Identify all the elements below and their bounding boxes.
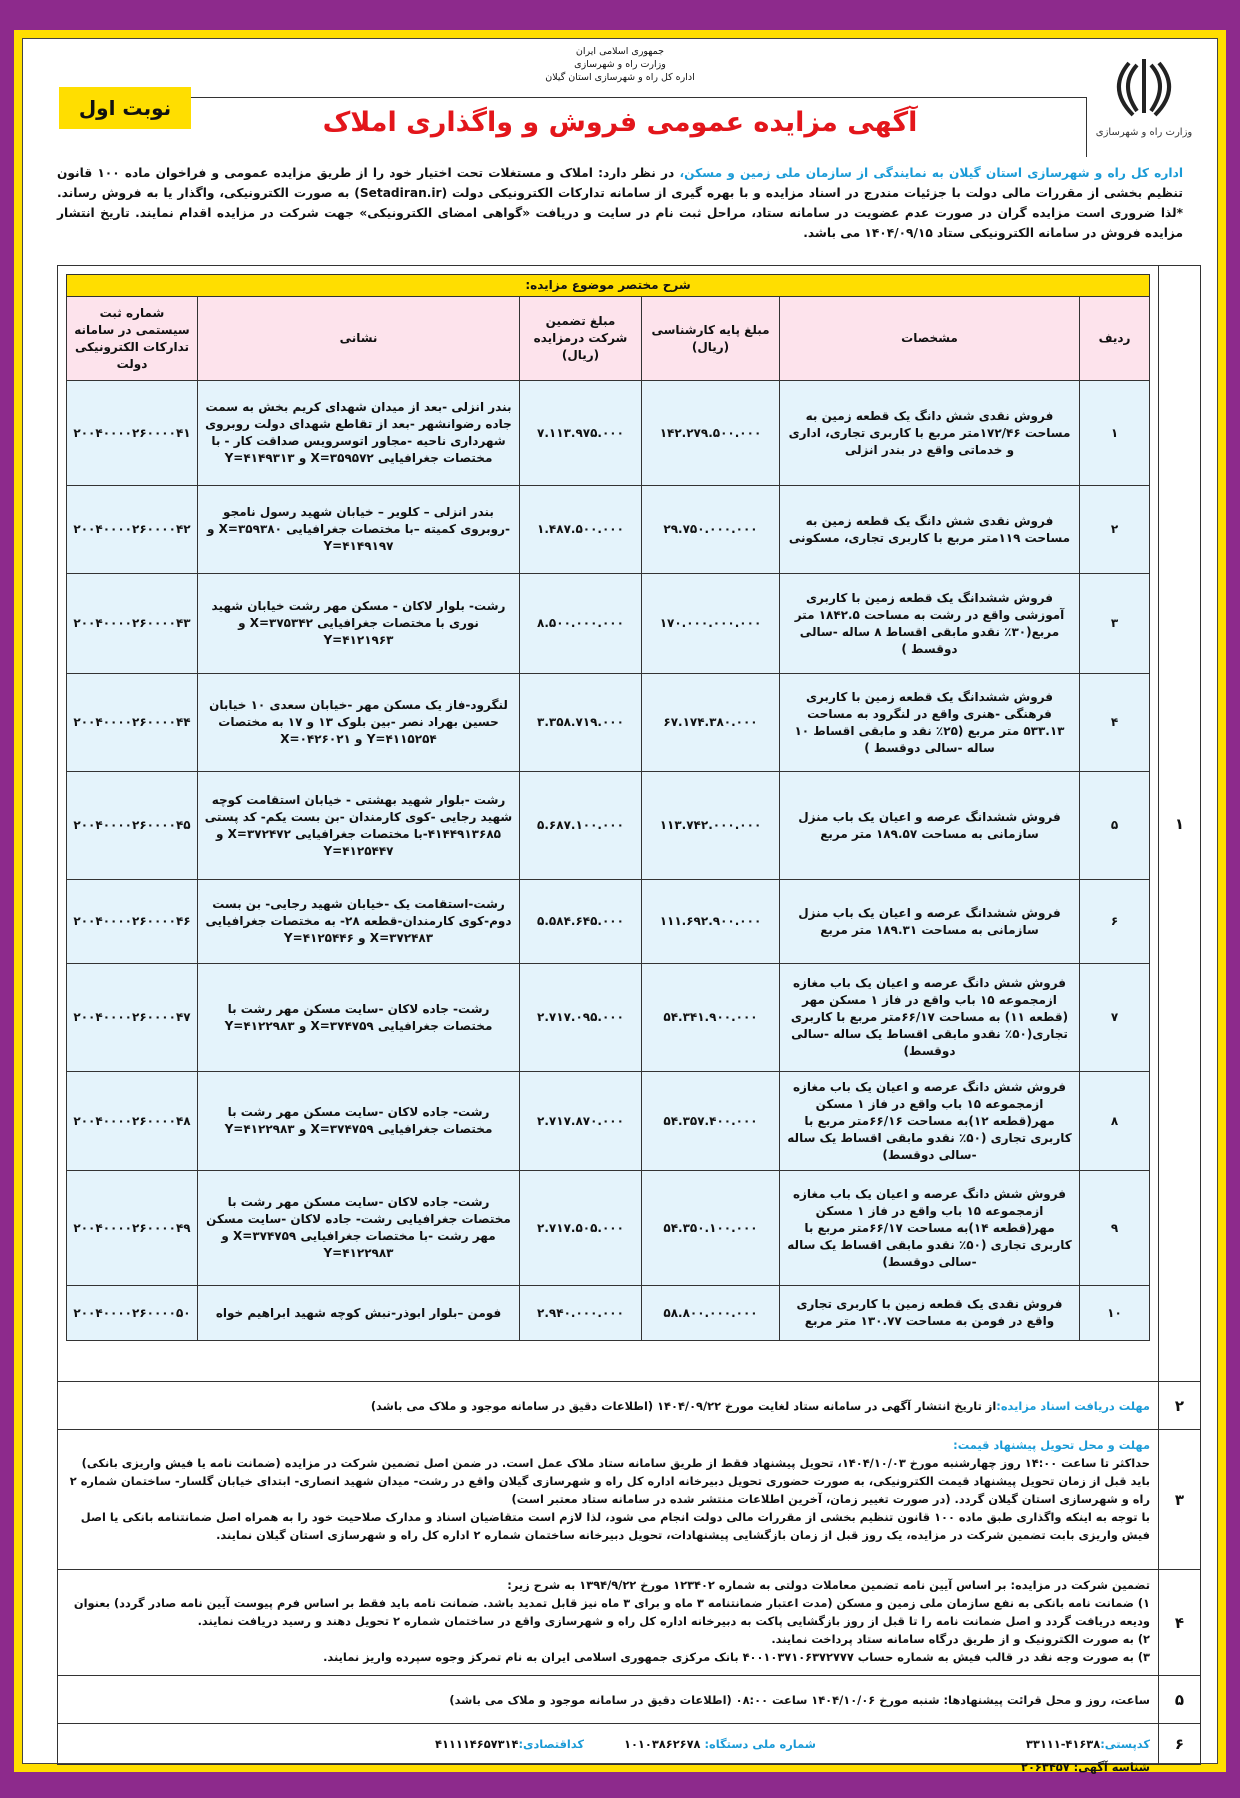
specs-cell: فروش شش دانگ عرصه و اعیان یک باب مغازه ازمجموعه ۱۵ باب واقع در فاز ۱ مسکن مهر(قطعه ۱۴)به مساحت ۶۶/۱۷متر مربع با کاربری تجاری (۵۰٪ نقدو مابقی اقساط یک ساله -سالی دوقسط) — [780, 1171, 1080, 1286]
section-3 — [57, 1429, 1201, 1569]
section-number: ۵ — [1158, 1676, 1200, 1723]
table-row — [67, 1072, 1150, 1171]
opening-text: ساعت، روز و محل قرائت پیشنهادها: شنبه مورخ ۱۴۰۴/۱۰/۰۶ ساعت ۰۸:۰۰ (اطلاعات دقیق در سامانه موجود و ملاک می باشد) — [449, 1692, 1150, 1707]
row-number: ۱ — [1080, 381, 1150, 486]
national-id-label: شماره ملی دستگاه: — [704, 1737, 816, 1751]
address-cell: رشت- بلوار لاکان - مسکن مهر رشت خیابان شهید نوری با مختصات جغرافیایی ۳۷۵۳۴۲=X و ۴۱۲۱۹۶۳=Y — [198, 574, 520, 674]
guarantee-item: ۳) به صورت وجه نقد در قالب فیش به شماره حساب ۴۰۰۱۰۳۷۱۰۶۳۷۲۷۷۷ بانک مرکزی جمهوری اسلامی ایران به نام تمرکز وجوه سپرده واریز نمایند. — [323, 1650, 1150, 1664]
economic-code: ۴۱۱۱۱۴۶۵۷۳۱۴ — [435, 1737, 519, 1751]
section-number: ۳ — [1158, 1430, 1200, 1569]
row-number: ۴ — [1080, 674, 1150, 772]
section-6 — [57, 1723, 1201, 1774]
deposit-cell: ۲.۹۴۰.۰۰۰.۰۰۰ — [520, 1286, 642, 1341]
section-number: ۴ — [1158, 1570, 1200, 1675]
table-row — [67, 1286, 1150, 1341]
header-address: نشانی — [198, 297, 520, 381]
specs-cell: فروش ششدانگ یک قطعه زمین با کاربری فرهنگی -هنری واقع در لنگرود به مساحت ۵۳۳.۱۳ متر مربع (۲۵٪ نقد و مابقی اقساط ۱۰ ساله -سالی دوقسط ) — [780, 674, 1080, 772]
section-number: ۶ — [1158, 1724, 1200, 1764]
specs-cell: فروش ششدانگ عرصه و اعیان یک باب منزل سازمانی به مساحت ۱۸۹.۵۷ متر مربع — [780, 772, 1080, 880]
section-number: ۱ — [1158, 266, 1200, 1381]
docs-deadline-text: از تاریخ انتشار آگهی در سامانه ستاد لغایت مورخ ۱۴۰۴/۰۹/۲۲ (اطلاعات دقیق در سامانه موجود و ملاک می باشد) — [370, 1398, 997, 1413]
address-cell: رشت -بلوار شهید بهشتی - خیابان استقامت کوچه شهید رجایی -کوی کارمندان -بن بست یکم- کد پستی ۴۱۴۴۹۱۳۶۸۵-با مختصات جغرافیایی ۳۷۲۴۷۲=X و ۴۱۲۵۴۴۷=Y — [198, 772, 520, 880]
deposit-cell: ۳.۳۵۸.۷۱۹.۰۰۰ — [520, 674, 642, 772]
table-caption: شرح مختصر موضوع مزایده: — [67, 275, 1150, 297]
national-id: ۱۰۱۰۳۸۶۲۶۷۸ — [624, 1737, 701, 1751]
docs-deadline-label: مهلت دریافت اسناد مزایده: — [996, 1398, 1150, 1413]
header-registration-number: شماره ثبت سیستمی در سامانه تدارکات الکترونیکی دولت — [67, 297, 198, 381]
registration-number-cell: ۲۰۰۴۰۰۰۰۲۶۰۰۰۰۴۱ — [67, 381, 198, 486]
org-line: اداره کل راه و شهرسازی استان گیلان — [545, 72, 695, 83]
section-5 — [57, 1675, 1201, 1723]
address-cell: رشت-استقامت یک -خیابان شهید رجایی- بن بست دوم-کوی کارمندان-قطعه ۲۸- به مختصات جغرافیایی ۳۷۲۴۸۳=X و ۴۱۲۵۴۴۶=Y — [198, 880, 520, 964]
table-row — [67, 574, 1150, 674]
address-cell: بندر انزلی – کلویر – خیابان شهید رسول نامجو -روبروی کمیته –با مختصات جغرافیایی ۳۵۹۳۸۰=X و ۴۱۴۹۱۹۷=Y — [198, 486, 520, 574]
base-price-cell: ۵۴.۳۵۷.۴۰۰.۰۰۰ — [642, 1072, 780, 1171]
submission-note: با توجه به اینکه واگذاری طبق ماده ۱۰۰ قانون تنظیم بخشی از مقررات مالی دولت انجام می شود، لذا لازم است متقاضیان اسناد و مدارک صلاحیت خود را به همراه اصل ضمانتنامه بانکی یا اصل فیش واریزی بابت تضمین شرکت در مزایده، یک روز قبل از زمان بازگشایی پیشنهادات، تحویل دبیرخانه ساختمان شماره ۲ اداره کل راه و شهرسازی استان گیلان نمایند. — [80, 1510, 1150, 1542]
registration-number-cell: ۲۰۰۴۰۰۰۰۲۶۰۰۰۰۴۵ — [67, 772, 198, 880]
specs-cell: فروش شش دانگ عرصه و اعیان یک باب مغازه ازمجموعه ۱۵ باب واقع در فاز ۱ مسکن مهر(قطعه ۱۲)به مساحت ۶۶/۱۶متر مربع با کاربری تجاری (۵۰٪ نقدو مابقی اقساط یک ساله -سالی دوقسط) — [780, 1072, 1080, 1171]
postal-code: ۴۱۶۳۸-۳۳۱۱۱ — [1025, 1737, 1101, 1751]
divider — [163, 97, 1087, 98]
ad-page — [22, 38, 1218, 1774]
specs-cell: فروش نقدی یک قطعه زمین با کاربری تجاری واقع در فومن به مساحت ۱۳۰.۷۷ متر مربع — [780, 1286, 1080, 1341]
guarantee-item: ۱) ضمانت نامه بانکی به نفع سازمان ملی زمین و مسکن (مدت اعتبار ضمانتنامه ۳ ماه و برای ۳ ماه نیز قابل تمدید باشد. ضمانت نامه باید فقط بر اساس فرم پیوست آیین نامه صادر گردد) بعنوان ودیعه دریافت گردد و اصل ضمانت نامه را تا قبل از روز بازگشایی پاکت به دبیرخانه اداره کل راه و شهرسازی واقع در ساختمان شماره ۲ تحویل دهند و رسید دریافت نمایند. — [73, 1596, 1150, 1628]
base-price-cell: ۱۷۰.۰۰۰.۰۰۰.۰۰۰ — [642, 574, 780, 674]
address-cell: رشت- جاده لاکان -سایت مسکن مهر رشت با مختصات جغرافیایی رشت- جاده لاکان -سایت مسکن مهر رشت -با مختصات جغرافیایی ۳۷۴۷۵۹=X و ۴۱۲۲۹۸۳=Y — [198, 1171, 520, 1286]
ad-id-badge: شناسه آگهی: ۲۰۶۳۴۵۷ — [1021, 1760, 1150, 1774]
row-number: ۷ — [1080, 964, 1150, 1072]
address-cell: لنگرود-فاز یک مسکن مهر -خیابان سعدی ۱۰ خیابان حسین بهراد نصر -بین بلوک ۱۳ و ۱۷ به مختصات ۴۱۱۵۲۵۴=Y و ۰۴۲۶۰۲۱=X — [198, 674, 520, 772]
section-1 — [57, 265, 1201, 1381]
guarantee-item: ۲) به صورت الکترونیک و از طریق درگاه سامانه ستاد پرداخت نمایند. — [771, 1632, 1150, 1646]
intro-paragraph — [57, 163, 1183, 243]
header-deposit: مبلغ تضمین شرکت درمزایده (ریال) — [520, 297, 642, 381]
turn-badge: نوبت اول — [59, 87, 191, 129]
base-price-cell: ۲۹.۷۵۰.۰۰۰.۰۰۰ — [642, 486, 780, 574]
auction-table — [66, 274, 1150, 1341]
submission-text: حداکثر تا ساعت ۱۴:۰۰ روز چهارشنبه مورخ ۱۴۰۴/۱۰/۰۳، تحویل پیشنهاد فقط از طریق سامانه ستاد ملاک عمل است. در ضمن اصل تضمین شرکت در مزایده (ضمانت نامه یا فیش واریزی بانکی) باید قبل از زمان تحویل پیشنهاد قیمت الکترونیکی، به صورت حضوری تحویل دبیرخانه اداره کل راه و شهرسازی گیلان واقع در رشت- میدان شهید انصاری- ابتدای خیابان گلسار- ساختمان شماره ۲ راه و شهرسازی استان گیلان گردد. (در صورت تغییر زمان، آخرین اطلاعات منتشر شده در سامانه ستاد معتبر است) — [69, 1456, 1150, 1506]
registration-number-cell: ۲۰۰۴۰۰۰۰۲۶۰۰۰۰۴۷ — [67, 964, 198, 1072]
registration-number-cell: ۲۰۰۴۰۰۰۰۲۶۰۰۰۰۴۴ — [67, 674, 198, 772]
table-row — [67, 486, 1150, 574]
deposit-cell: ۲.۷۱۷.۵۰۵.۰۰۰ — [520, 1171, 642, 1286]
specs-cell: فروش ششدانگ یک قطعه زمین با کاربری آموزشی واقع در رشت به مساحت ۱۸۴۲.۵ متر مربع(۳۰٪ نقدو مابقی اقساط ۸ ساله -سالی دوقسط ) — [780, 574, 1080, 674]
logo-caption: وزارت راه و شهرسازی — [1095, 127, 1193, 138]
section-4 — [57, 1569, 1201, 1675]
address-cell: رشت- جاده لاکان -سایت مسکن مهر رشت با مختصات جغرافیایی ۳۷۴۷۵۹=X و ۴۱۲۲۹۸۳=Y — [198, 1072, 520, 1171]
row-number: ۹ — [1080, 1171, 1150, 1286]
guarantee-text: تضمین شرکت در مزایده: بر اساس آیین نامه تضمین معاملات دولتی به شماره ۱۲۳۴۰۲ مورخ ۱۳۹۴/۹/۲۲ به شرح زیر: — [507, 1578, 1150, 1592]
registration-number-cell: ۲۰۰۴۰۰۰۰۲۶۰۰۰۰۵۰ — [67, 1286, 198, 1341]
row-number: ۵ — [1080, 772, 1150, 880]
deposit-cell: ۲.۷۱۷.۰۹۵.۰۰۰ — [520, 964, 642, 1072]
table-row — [67, 964, 1150, 1072]
row-number: ۸ — [1080, 1072, 1150, 1171]
deposit-cell: ۷.۱۱۳.۹۷۵.۰۰۰ — [520, 381, 642, 486]
registration-number-cell: ۲۰۰۴۰۰۰۰۲۶۰۰۰۰۴۳ — [67, 574, 198, 674]
intro-text: در نظر دارد: املاک و مستغلات تحت اختیار خود را از طریق مزایده عمومی و فراخوان ماده ۱۰۰ قانون تنظیم بخشی از مقررات مالی دولت با جزئیات مندرج در اسناد مزایده و با بهره گیری از سامانه تدارکات الکترونیکی دولت (Setadiran.ir) به صورت الکترونیکی، واگذار یا به فروش رساند. *لذا ضروری است مزایده گران در صورت عدم عضویت در سامانه ستاد، مراحل ثبت نام در سایت و دریافت «گواهی امضای الکترونیکی» جهت شرکت در مزایده اقدام نمایند. تاریخ انتشار مزایده فروش در سامانه الکترونیکی ستاد ۱۴۰۴/۰۹/۱۵ می باشد. — [57, 166, 1183, 240]
registration-number-cell: ۲۰۰۴۰۰۰۰۲۶۰۰۰۰۴۹ — [67, 1171, 198, 1286]
deposit-cell: ۵.۶۸۷.۱۰۰.۰۰۰ — [520, 772, 642, 880]
intro-highlight: اداره کل راه و شهرسازی استان گیلان به نمایندگی از سازمان ملی زمین و مسکن، — [679, 166, 1184, 180]
specs-cell: فروش ششدانگ عرصه و اعیان یک باب منزل سازمانی به مساحت ۱۸۹.۳۱ متر مربع — [780, 880, 1080, 964]
economic-code-label: کداقتصادی: — [518, 1737, 585, 1751]
submission-label: مهلت و محل تحویل پیشنهاد قیمت: — [953, 1438, 1150, 1452]
row-number: ۲ — [1080, 486, 1150, 574]
section-2 — [57, 1381, 1201, 1429]
specs-cell: فروش شش دانگ عرصه و اعیان یک باب مغازه ازمجموعه ۱۵ باب واقع در فاز ۱ مسکن مهر (قطعه ۱۱) به مساحت ۶۶/۱۷متر مربع با کاربری تجاری(۵۰٪ نقدو مابقی اقساط یک ساله -سالی دوقسط) — [780, 964, 1080, 1072]
row-number: ۶ — [1080, 880, 1150, 964]
ad-frame — [14, 30, 1226, 1772]
table-row — [67, 674, 1150, 772]
table-row — [67, 381, 1150, 486]
organization-lines — [23, 45, 1217, 84]
base-price-cell: ۱۱۳.۷۴۲.۰۰۰.۰۰۰ — [642, 772, 780, 880]
address-cell: بندر انزلی -بعد از میدان شهدای کریم بخش به سمت جاده رضوانشهر -بعد از تقاطع شهدای دولت روبروی شهرداری ناحیه -مجاور اتوسرویس صداقت کار - با مختصات جغرافیایی ۳۵۹۵۷۲=X و ۴۱۴۹۳۱۳=Y — [198, 381, 520, 486]
base-price-cell: ۵۴.۳۵۰.۱۰۰.۰۰۰ — [642, 1171, 780, 1286]
registration-number-cell: ۲۰۰۴۰۰۰۰۲۶۰۰۰۰۴۸ — [67, 1072, 198, 1171]
deposit-cell: ۲.۷۱۷.۸۷۰.۰۰۰ — [520, 1072, 642, 1171]
specs-cell: فروش نقدی شش دانگ یک قطعه زمین به مساحت ۱۱۹متر مربع با کاربری تجاری، مسکونی — [780, 486, 1080, 574]
header-specs: مشخصات — [780, 297, 1080, 381]
header-base-price: مبلغ پایه کارشناسی (ریال) — [642, 297, 780, 381]
base-price-cell: ۵۴.۳۴۱.۹۰۰.۰۰۰ — [642, 964, 780, 1072]
org-line: جمهوری اسلامی ایران — [575, 46, 665, 57]
base-price-cell: ۵۸.۸۰۰.۰۰۰.۰۰۰ — [642, 1286, 780, 1341]
section-number: ۲ — [1158, 1382, 1200, 1429]
table-row — [67, 1171, 1150, 1286]
header-row-number: ردیف — [1080, 297, 1150, 381]
deposit-cell: ۸.۵۰۰.۰۰۰.۰۰۰ — [520, 574, 642, 674]
base-price-cell: ۱۴۲.۲۷۹.۵۰۰.۰۰۰ — [642, 381, 780, 486]
deposit-cell: ۵.۵۸۴.۶۴۵.۰۰۰ — [520, 880, 642, 964]
base-price-cell: ۱۱۱.۶۹۲.۹۰۰.۰۰۰ — [642, 880, 780, 964]
base-price-cell: ۶۷.۱۷۴.۳۸۰.۰۰۰ — [642, 674, 780, 772]
table-row — [67, 772, 1150, 880]
address-cell: رشت- جاده لاکان -سایت مسکن مهر رشت با مختصات جغرافیایی ۳۷۴۷۵۹=X و ۴۱۲۲۹۸۳=Y — [198, 964, 520, 1072]
deposit-cell: ۱.۴۸۷.۵۰۰.۰۰۰ — [520, 486, 642, 574]
specs-cell: فروش نقدی شش دانگ یک قطعه زمین به مساحت ۱۷۲/۴۶متر مربع با کاربری تجاری، اداری و خدماتی واقع در بندر انزلی — [780, 381, 1080, 486]
org-line: وزارت راه و شهرسازی — [574, 59, 666, 70]
row-number: ۱۰ — [1080, 1286, 1150, 1341]
page-title: آگهی مزایده عمومی فروش و واگذاری املاک — [322, 107, 918, 138]
table-row — [67, 880, 1150, 964]
row-number: ۳ — [1080, 574, 1150, 674]
registration-number-cell: ۲۰۰۴۰۰۰۰۲۶۰۰۰۰۴۲ — [67, 486, 198, 574]
address-cell: فومن –بلوار ابوذر-نبش کوچه شهید ابراهیم خواه — [198, 1286, 520, 1341]
registration-number-cell: ۲۰۰۴۰۰۰۰۲۶۰۰۰۰۴۶ — [67, 880, 198, 964]
postal-label: کدپستی: — [1100, 1737, 1150, 1751]
